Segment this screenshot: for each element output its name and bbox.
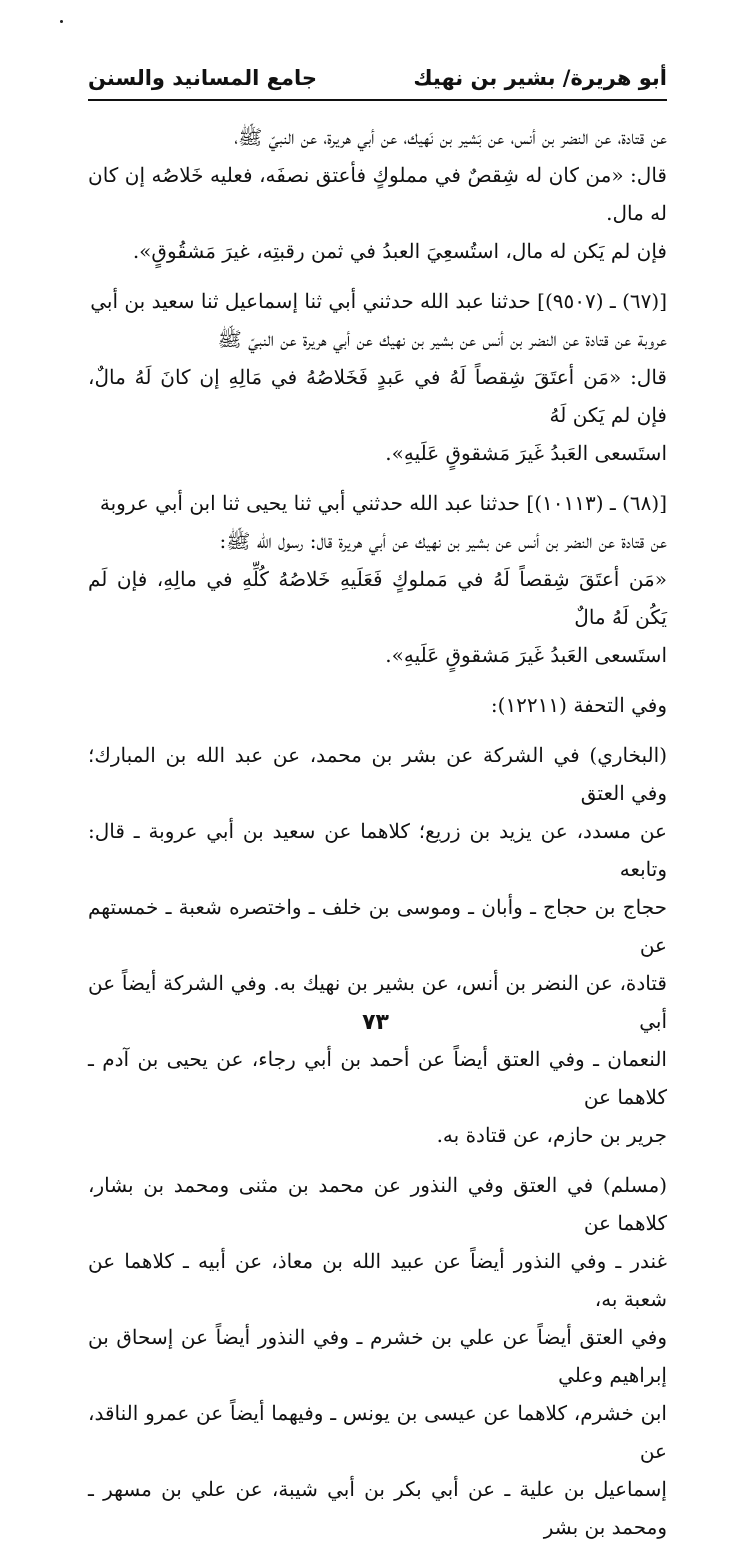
muslim-paragraph bbox=[88, 1166, 667, 1546]
text-line: عن قتادة، عن النضر بن أنس، عن بَشير بن نَهيك، عن أبي هريرة، عن النبيّ ﷺ، bbox=[234, 125, 667, 149]
text-line: عن مسدد، عن يزيد بن زريع؛ كلاهما عن سعيد بن أبي عروبة ـ قال: وتابعه bbox=[88, 819, 667, 881]
paragraph-1 bbox=[88, 118, 667, 270]
text-line: قال: «مَن أعتَقَ شِقصاً لَهُ في عَبدٍ فَخَلاصُهُ في مَالِهِ إن كانَ لَهُ مالٌ، فإن لم يَكن لَهُ bbox=[88, 365, 667, 427]
text-line: استَسعى العَبدُ غَيرَ مَشقوقٍ عَلَيهِ». bbox=[385, 643, 667, 667]
text-line: وفي العتق أيضاً عن علي بن خشرم ـ وفي النذور أيضاً عن إسحاق بن إبراهيم وعلي bbox=[88, 1325, 667, 1387]
text-line: فإن لم يَكن له مال، استُسعِيَ العبدُ في ثمن رقبتِه، غيرَ مَشقُوقٍ». bbox=[132, 239, 667, 263]
page-speck bbox=[60, 20, 63, 23]
text-line: النعمان ـ وفي العتق أيضاً عن أحمد بن أبي رجاء، عن يحيى بن آدم ـ كلاهما عن bbox=[88, 1047, 667, 1109]
text-line: عروبة عن قتادة عن النضر بن أنس عن بشير بن نهيك عن أبي هريرة عن النبيّ ﷺ bbox=[217, 327, 667, 351]
header-title-right: أبو هريرة/ بشير بن نهيك bbox=[413, 66, 667, 90]
hadith-68 bbox=[88, 484, 667, 674]
text-line: عن قتادة عن النضر بن أنس عن بشير بن نهيك عن أبي هريرة قال: رسول الله ﷺ: bbox=[219, 529, 667, 553]
text-line: إسماعيل بن علية ـ عن أبي بكر بن أبي شيبة، عن علي بن مسهر ـ ومحمد بن بشر bbox=[88, 1477, 667, 1539]
text-line: «مَن أعتَقَ شِقصاً لَهُ في مَملوكٍ فَعَلَيهِ خَلاصُهُ كُلِّهِ في مالِهِ، فإن لَم يَكُن لَهُ مالٌ bbox=[88, 567, 667, 629]
running-header bbox=[88, 58, 667, 98]
text-line: حجاج بن حجاج ـ وأبان ـ وموسى بن خلف ـ واختصره شعبة ـ خمستهم عن bbox=[88, 895, 667, 957]
text-line: جرير بن حازم، عن قتادة به. bbox=[436, 1123, 667, 1147]
text-line: (البخاري) في الشركة عن بشر بن محمد، عن عبد الله بن المبارك؛ وفي العتق bbox=[88, 743, 667, 805]
text-line: (مسلم) في العتق وفي النذور عن محمد بن مثنى ومحمد بن بشار، كلاهما عن bbox=[88, 1173, 667, 1235]
page-body bbox=[88, 118, 667, 1558]
header-divider bbox=[88, 99, 667, 101]
text-line: غندر ـ وفي النذور أيضاً عن عبيد الله بن معاذ، عن أبيه ـ كلاهما عن شعبة به، bbox=[88, 1249, 667, 1311]
text-line: قتادة، عن النضر بن أنس، عن بشير بن نهيك به. وفي الشركة أيضاً عن أبي bbox=[88, 971, 667, 1033]
text-line: [(٦٨) ـ (١٠١١٣)] حدثنا عبد الله حدثني أبي ثنا يحيى ثنا ابن أبي عروبة bbox=[99, 491, 667, 515]
header-title-left: جامع المسانيد والسنن bbox=[88, 66, 317, 90]
bukhari-paragraph bbox=[88, 736, 667, 1154]
text-line: ابن خشرم، كلاهما عن عيسى بن يونس ـ وفيهما أيضاً عن عمرو الناقد، عن bbox=[88, 1401, 667, 1463]
tuhfa-heading bbox=[88, 686, 667, 724]
hadith-67 bbox=[88, 282, 667, 472]
page-number: ٧٣ bbox=[362, 1010, 389, 1035]
section-heading: وفي التحفة (١٢٢١١): bbox=[490, 693, 667, 717]
text-line: [(٦٧) ـ (٩٥٠٧)] حدثنا عبد الله حدثني أبي ثنا إسماعيل ثنا سعيد بن أبي bbox=[90, 289, 667, 313]
text-line: استَسعى العَبدُ غَيرَ مَشقوقٍ عَلَيهِ». bbox=[385, 441, 667, 465]
text-line: قال: «من كان له شِقصٌ في مملوكٍ فأعتق نصفَه، فعليه خَلاصُه إن كان له مال. bbox=[88, 163, 667, 225]
